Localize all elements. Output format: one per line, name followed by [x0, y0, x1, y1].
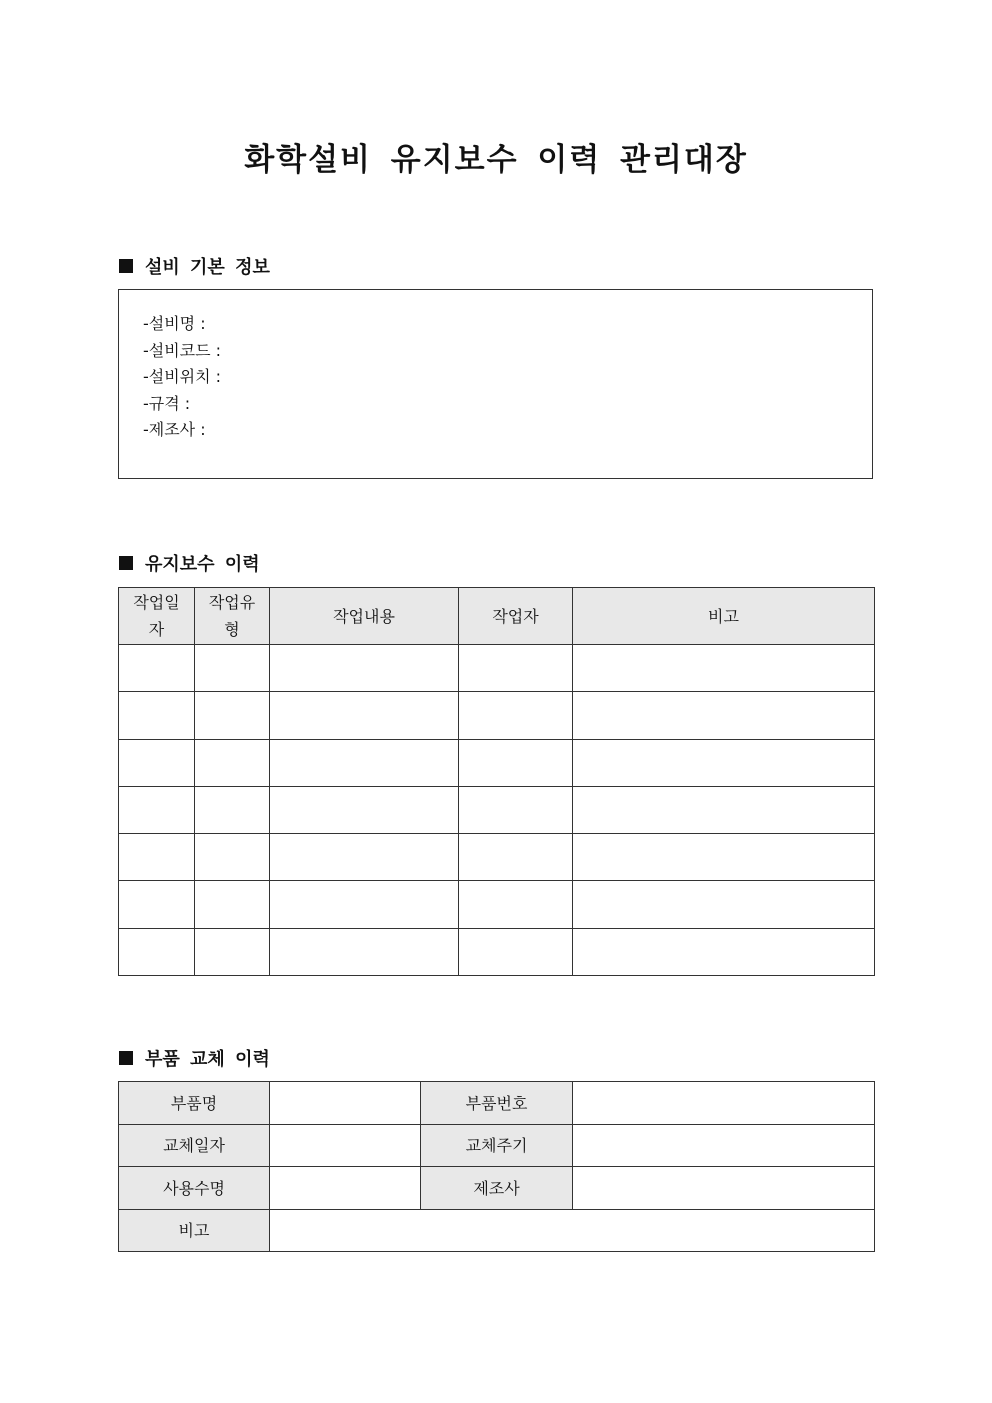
page-title: 화학설비 유지보수 이력 관리대장 [244, 142, 748, 178]
col-header-remarks: 비고 [573, 588, 875, 645]
cell-work-content[interactable] [270, 787, 459, 834]
cell-worker[interactable] [459, 740, 573, 787]
section-heading-maintenance [119, 550, 260, 576]
value-part-name[interactable] [270, 1082, 421, 1125]
cell-work-type[interactable] [195, 692, 270, 740]
cell-worker[interactable] [459, 787, 573, 834]
cell-work-content[interactable] [270, 740, 459, 787]
value-usage-count[interactable] [270, 1167, 421, 1210]
table-row [119, 645, 875, 692]
cell-work-type[interactable] [195, 645, 270, 692]
cell-work-type[interactable] [195, 881, 270, 929]
section-heading-label: 설비 기본 정보 [145, 257, 270, 278]
value-replace-cycle[interactable] [573, 1125, 875, 1167]
cell-remarks[interactable] [573, 740, 875, 787]
cell-worker[interactable] [459, 929, 573, 976]
value-replace-date[interactable] [270, 1125, 421, 1167]
section-heading-label: 부품 교체 이력 [145, 1049, 270, 1070]
table-row [119, 1167, 875, 1210]
cell-remarks[interactable] [573, 692, 875, 740]
table-row [119, 740, 875, 787]
cell-work-type[interactable] [195, 787, 270, 834]
section-heading-basic-info [119, 253, 270, 279]
parts-table [118, 1081, 875, 1252]
cell-worker[interactable] [459, 881, 573, 929]
label-remarks: 비고 [119, 1210, 270, 1252]
square-bullet-icon [119, 556, 133, 570]
table-row [119, 834, 875, 881]
cell-work-type[interactable] [195, 740, 270, 787]
cell-work-date[interactable] [119, 834, 195, 881]
cell-work-date[interactable] [119, 740, 195, 787]
cell-work-date[interactable] [119, 645, 195, 692]
table-row [119, 1210, 875, 1252]
table-row [119, 692, 875, 740]
table-row [119, 1082, 875, 1125]
label-part-name: 부품명 [119, 1082, 270, 1125]
square-bullet-icon [119, 259, 133, 273]
field-equipment-name: -설비명 : [143, 314, 206, 333]
cell-remarks[interactable] [573, 881, 875, 929]
cell-work-content[interactable] [270, 834, 459, 881]
cell-work-date[interactable] [119, 787, 195, 834]
field-specification: -규격 : [143, 394, 191, 413]
cell-work-content[interactable] [270, 645, 459, 692]
cell-work-date[interactable] [119, 929, 195, 976]
col-header-worker: 작업자 [459, 588, 573, 645]
table-row [119, 929, 875, 976]
maintenance-table [118, 587, 875, 976]
table-row [119, 1125, 875, 1167]
label-usage-count: 사용수명 [119, 1167, 270, 1210]
table-row [119, 881, 875, 929]
section-heading-label: 유지보수 이력 [145, 554, 260, 575]
section-heading-parts [119, 1045, 270, 1071]
cell-work-date[interactable] [119, 692, 195, 740]
cell-work-content[interactable] [270, 929, 459, 976]
table-header-row [119, 588, 875, 645]
cell-work-content[interactable] [270, 692, 459, 740]
label-part-number: 부품번호 [421, 1082, 573, 1125]
cell-work-type[interactable] [195, 929, 270, 976]
basic-info-box [118, 289, 873, 479]
cell-work-content[interactable] [270, 881, 459, 929]
col-header-work-content: 작업내용 [270, 588, 459, 645]
cell-work-date[interactable] [119, 881, 195, 929]
value-part-number[interactable] [573, 1082, 875, 1125]
value-remarks[interactable] [270, 1210, 875, 1252]
cell-remarks[interactable] [573, 787, 875, 834]
value-manufacturer[interactable] [573, 1167, 875, 1210]
table-row [119, 787, 875, 834]
cell-work-type[interactable] [195, 834, 270, 881]
col-header-work-date: 작업일자 [119, 588, 195, 645]
label-manufacturer: 제조사 [421, 1167, 573, 1210]
col-header-work-type: 작업유형 [195, 588, 270, 645]
cell-worker[interactable] [459, 692, 573, 740]
label-replace-date: 교체일자 [119, 1125, 270, 1167]
square-bullet-icon [119, 1051, 133, 1065]
cell-worker[interactable] [459, 834, 573, 881]
cell-remarks[interactable] [573, 645, 875, 692]
label-replace-cycle: 교체주기 [421, 1125, 573, 1167]
field-equipment-location: -설비위치 : [143, 367, 222, 386]
field-manufacturer: -제조사 : [143, 420, 206, 439]
cell-worker[interactable] [459, 645, 573, 692]
cell-remarks[interactable] [573, 929, 875, 976]
cell-remarks[interactable] [573, 834, 875, 881]
field-equipment-code: -설비코드 : [143, 341, 222, 360]
